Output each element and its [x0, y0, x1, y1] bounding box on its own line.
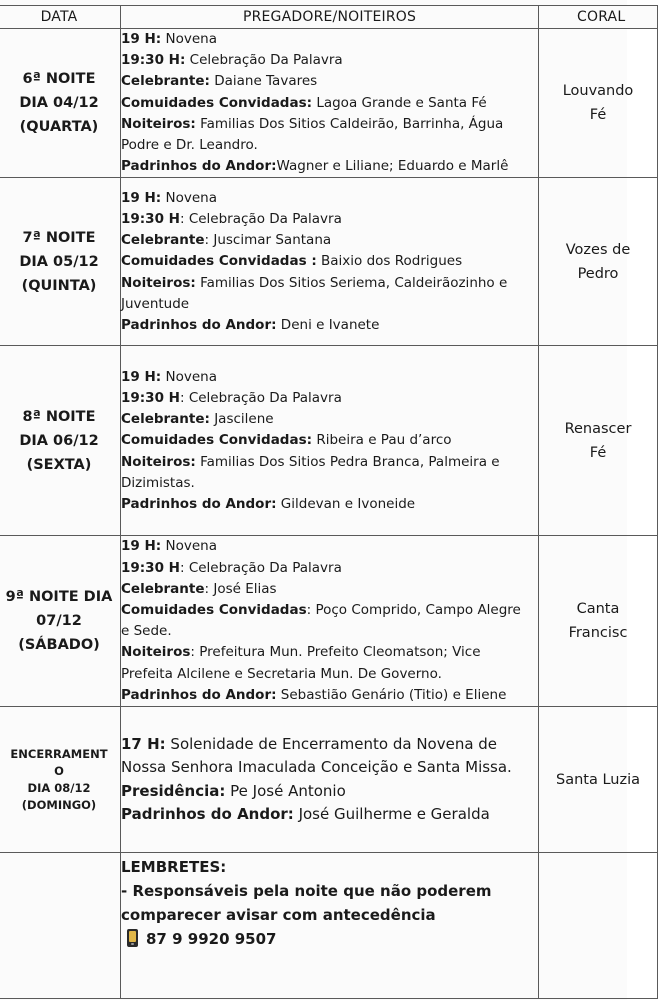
program-line: [121, 230, 538, 251]
program-line-text: Gildevan e Ivoneide: [276, 495, 416, 512]
program-line-text: Familias Dos Sitios Seriema, Caldeirãozinho e: [195, 274, 508, 291]
date-line: DIA 06/12: [19, 432, 99, 449]
program-line-text: Solenidade de Encerramento da Novena de: [165, 734, 498, 753]
program-line-label: Celebrante: [121, 232, 205, 249]
program-line: [121, 780, 538, 804]
program-line: [121, 114, 538, 135]
program-line-text: Novena: [161, 538, 217, 555]
header-row: [0, 6, 658, 29]
program-line: [121, 452, 538, 473]
program-line-label: Noiteiros: [121, 644, 191, 661]
coral-cell: [539, 346, 658, 536]
program-line-text: : Poço Comprido, Campo Alegre: [306, 602, 521, 619]
program-line-text: José Guilherme e Geralda: [293, 805, 490, 824]
header-data: DATA: [0, 6, 121, 29]
program-line-label: 19:30 H: [121, 559, 180, 576]
date-line: (QUARTA): [19, 119, 99, 136]
empty-date-cell: [0, 853, 121, 999]
program-cell: [121, 536, 539, 707]
header-pregador: PREGADORE/NOITEIROS: [121, 6, 539, 29]
program-line-label: 19:30 H: [121, 210, 180, 227]
program-line: [121, 388, 538, 409]
program-line: [121, 135, 538, 156]
program-line: [121, 71, 538, 92]
date-line: DIA 04/12: [19, 95, 99, 112]
schedule-table: [0, 5, 658, 999]
program-line-label: Comuidades Convidadas:: [121, 432, 313, 449]
program-cell: [121, 178, 539, 346]
program-line-label: 17 H:: [121, 734, 166, 753]
program-line-text: e Sede.: [121, 623, 172, 640]
date-line: 07/12: [36, 613, 82, 630]
program-line: [121, 494, 538, 515]
program-line-text: Pe José Antonio: [225, 781, 346, 800]
program-line-label: 19 H:: [121, 31, 162, 47]
program-line: [121, 156, 538, 177]
date-cell: [0, 707, 121, 853]
schedule-row: [0, 346, 658, 536]
program-line-text: : Celebração Da Palavra: [179, 210, 342, 227]
date-line: ENCERRAMENT: [10, 746, 108, 761]
date-cell: [0, 536, 121, 707]
coral-line: Vozes de: [565, 241, 631, 258]
date-line: 7ª NOITE: [22, 229, 96, 246]
program-line-text: Novena: [161, 31, 217, 47]
mobile-phone-icon: [127, 929, 138, 947]
date-line: 9ª NOITE DIA: [5, 589, 113, 606]
program-line: [121, 579, 538, 600]
program-line: [121, 409, 538, 430]
reminder-line: comparecer avisar com antecedência: [121, 906, 436, 925]
program-line-text: : Juscimar Santana: [204, 232, 332, 249]
program-line-label: Padrinhos do Andor:: [121, 316, 277, 333]
program-line-text: Sebastião Genário (Titio) e Eliene: [276, 686, 507, 703]
coral-line: Francisc: [568, 625, 628, 642]
program-cell: [121, 346, 539, 536]
schedule-row: [0, 29, 658, 178]
program-line-text: Nossa Senhora Imaculada Conceição e Santa Missa.: [121, 758, 512, 777]
program-line-text: Familias Dos Sitios Pedra Branca, Palmeira e: [195, 453, 500, 470]
program-line-label: Presidência:: [121, 781, 226, 800]
program-line-label: Padrinhos do Andor:: [121, 686, 277, 703]
program-line: [121, 756, 538, 780]
program-line-label: 19:30 H: [121, 389, 180, 406]
program-line: [121, 294, 538, 315]
reminders-title: LEMBRETES:: [121, 858, 227, 877]
program-line: [121, 685, 538, 706]
program-line-label: Noiteiros:: [121, 115, 196, 132]
program-line: [121, 188, 538, 209]
date-line: (DOMINGO): [21, 797, 97, 812]
coral-line: Canta: [576, 601, 620, 618]
program-line-text: Novena: [161, 189, 217, 206]
program-line-label: Celebrante:: [121, 411, 210, 428]
program-line-text: Celebração Da Palavra: [185, 52, 343, 69]
program-line: [121, 473, 538, 494]
reminders-cell: [121, 853, 539, 999]
program-line-text: : Prefeitura Mun. Prefeito Cleomatson; Vice: [190, 644, 481, 661]
program-line-label: Comuidades Convidadas :: [121, 253, 317, 270]
schedule-row: [0, 536, 658, 707]
program-line-text: Daiane Tavares: [209, 73, 318, 90]
date-line: (SÁBADO): [18, 637, 100, 654]
program-line-text: Baixio dos Rodrigues: [316, 253, 463, 270]
program-line-label: 19:30 H:: [121, 52, 186, 69]
phone-line: [121, 927, 538, 951]
program-line: [121, 273, 538, 294]
coral-line: Louvando: [562, 83, 634, 100]
program-line-text: Jascilene: [209, 411, 274, 428]
program-line: [121, 621, 538, 642]
date-line: 6ª NOITE: [22, 71, 96, 88]
program-line-text: Familias Dos Sitios Caldeirão, Barrinha, Água: [195, 115, 504, 132]
program-line-text: : Celebração Da Palavra: [179, 559, 342, 576]
program-line-label: Noiteiros:: [121, 274, 196, 291]
program-line-label: Padrinhos do Andor:: [121, 805, 294, 824]
phone-number[interactable]: 87 9 9920 9507: [146, 930, 277, 949]
date-line: DIA 05/12: [19, 253, 99, 270]
date-cell: [0, 346, 121, 536]
program-line-label: 19 H:: [121, 538, 162, 555]
program-line-text: : Celebração Da Palavra: [179, 389, 342, 406]
program-line-text: Ribeira e Pau d’arco: [312, 432, 452, 449]
coral-line: Renascer: [564, 420, 632, 437]
program-line-text: Wagner e Liliane; Eduardo e Marlê: [276, 158, 509, 175]
date-line: O: [54, 763, 64, 778]
program-line-label: Noiteiros:: [121, 453, 196, 470]
program-line-text: Deni e Ivanete: [276, 316, 380, 333]
coral-line: Fé: [589, 107, 607, 124]
program-line: [121, 209, 538, 230]
schedule-row: [0, 178, 658, 346]
coral-cell: [539, 178, 658, 346]
reminders-row: [0, 853, 658, 999]
coral-cell: [539, 536, 658, 707]
header-coral: CORAL: [539, 6, 658, 29]
program-line: [121, 315, 538, 336]
program-cell: [121, 707, 539, 853]
program-line: [121, 367, 538, 388]
program-cell: [121, 29, 539, 178]
program-line: [121, 733, 538, 757]
program-line: [121, 600, 538, 621]
program-line-text: Podre e Dr. Leandro.: [121, 137, 258, 154]
date-cell: [0, 29, 121, 178]
program-line: [121, 430, 538, 451]
program-line-text: Dizimistas.: [121, 474, 195, 491]
date-line: (QUINTA): [21, 277, 97, 294]
program-line: [121, 642, 538, 663]
program-line: [121, 29, 538, 50]
program-line-text: Juventude: [121, 295, 190, 312]
program-line-label: 19 H:: [121, 189, 162, 206]
program-line-label: Comuidades Convidadas: [121, 602, 307, 619]
program-line: [121, 803, 538, 827]
program-line-text: Novena: [161, 368, 217, 385]
program-line-label: Celebrante:: [121, 73, 210, 90]
date-line: DIA 08/12: [27, 780, 91, 795]
coral-cell: [539, 29, 658, 178]
program-line-label: Padrinhos do Andor:: [121, 495, 277, 512]
program-line: [121, 558, 538, 579]
schedule-row: [0, 707, 658, 853]
program-line-label: Comuidades Convidadas:: [121, 94, 313, 111]
program-line-text: : José Elias: [204, 580, 277, 597]
program-line: [121, 664, 538, 685]
program-line-text: Prefeita Alcilene e Secretaria Mun. De Governo.: [121, 665, 442, 682]
program-line: [121, 50, 538, 71]
coral-line: Pedro: [577, 265, 619, 282]
program-line-text: Lagoa Grande e Santa Fé: [312, 94, 487, 111]
coral-cell: [539, 707, 658, 853]
program-line-label: Celebrante: [121, 580, 205, 597]
program-line-label: 19 H:: [121, 368, 162, 385]
program-line: [121, 536, 538, 557]
date-cell: [0, 178, 121, 346]
reminder-line: - Responsáveis pela noite que não poderem: [121, 882, 492, 901]
date-line: 8ª NOITE: [22, 408, 96, 425]
coral-line: Fé: [589, 444, 607, 461]
date-line: (SEXTA): [26, 456, 92, 473]
program-line: [121, 251, 538, 272]
empty-coral-cell: [539, 853, 658, 999]
coral-line: Santa Luzia: [556, 771, 640, 788]
program-line: [121, 93, 538, 114]
program-line-label: Padrinhos do Andor:: [121, 158, 277, 175]
